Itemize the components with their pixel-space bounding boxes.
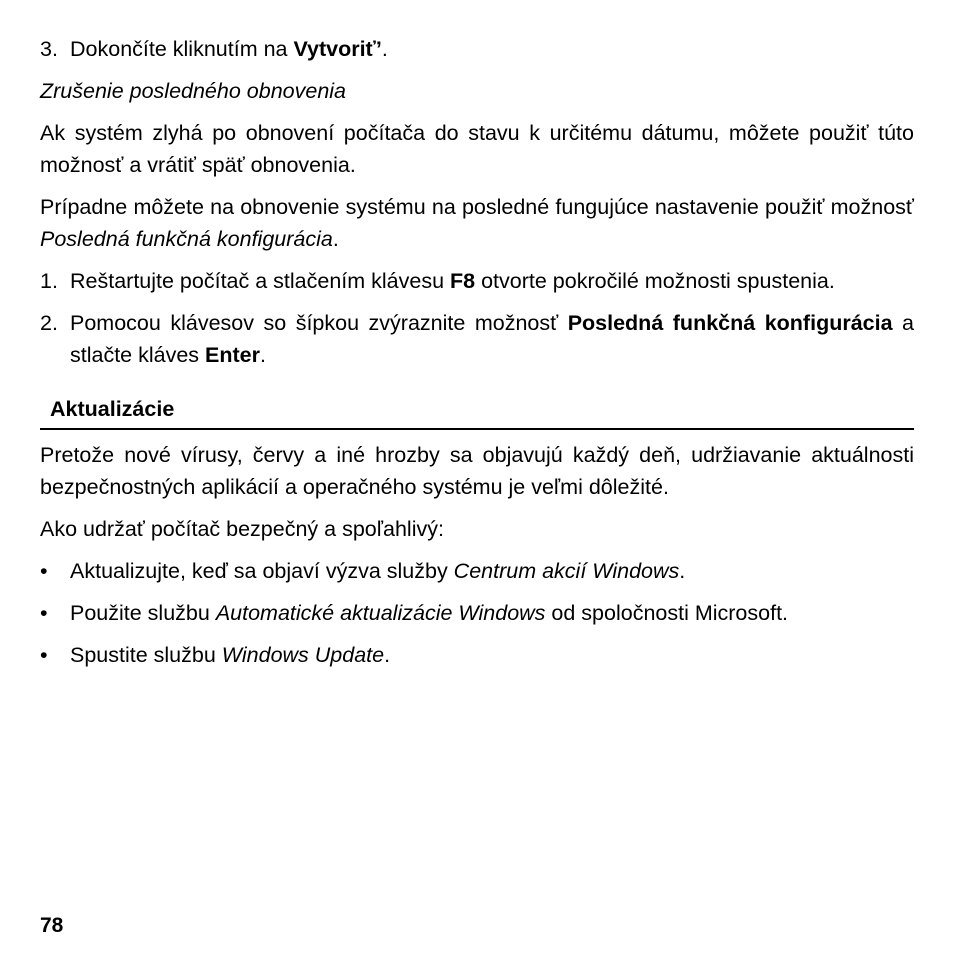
bullet-marker: • — [40, 601, 48, 625]
section-heading-rule — [40, 393, 914, 430]
step-text: Pomocou klávesov so šípkou zvýraznite možnosť Posledná funkčná konfigurácia a stlačte kláves Enter. — [70, 311, 915, 367]
section-heading: Aktualizácie — [50, 397, 175, 421]
bullet-marker: • — [40, 643, 48, 667]
step-1 — [40, 265, 914, 297]
bullet-marker: • — [40, 559, 48, 583]
paragraph-2: Prípadne môžete na obnovenie systému na posledné fungujúce nastavenie použiť možnosť Posledná funkčná konfigurácia. — [40, 195, 914, 251]
bullet-item — [40, 597, 914, 629]
bullet-item — [40, 555, 914, 587]
paragraph-1: Ak systém zlyhá po obnovení počítača do stavu k určitému dátumu, môžete použiť túto možnosť a vrátiť späť obnovenia. — [40, 121, 914, 177]
step-2 — [40, 307, 914, 371]
page-number: 78 — [40, 914, 64, 937]
step-number: 1. — [40, 269, 58, 293]
paragraph-4: Ako udržať počítač bezpečný a spoľahlivý: — [40, 517, 444, 541]
step-3 — [40, 33, 914, 65]
subheading: Zrušenie posledného obnovenia — [40, 79, 347, 103]
bullet-text: Spustite službu Windows Update. — [70, 643, 391, 667]
step-number: 2. — [40, 311, 58, 335]
step-number: 3. — [40, 37, 58, 61]
document-page — [40, 33, 914, 681]
paragraph-3: Pretože nové vírusy, červy a iné hrozby sa objavujú každý deň, udržiavanie aktuálnosti bezpečnostných aplikácií a operačného systému je veľmi dôležité. — [40, 443, 914, 499]
step-text: Reštartujte počítač a stlačením klávesu F8 otvorte pokročilé možnosti spustenia. — [70, 269, 835, 293]
step-text: Dokončíte kliknutím na Vytvoriť’. — [70, 37, 388, 61]
bullet-text: Použite službu Automatické aktualizácie Windows od spoločnosti Microsoft. — [70, 601, 789, 625]
bullet-item — [40, 639, 914, 671]
bullet-text: Aktualizujte, keď sa objaví výzva služby Centrum akcií Windows. — [70, 559, 686, 583]
